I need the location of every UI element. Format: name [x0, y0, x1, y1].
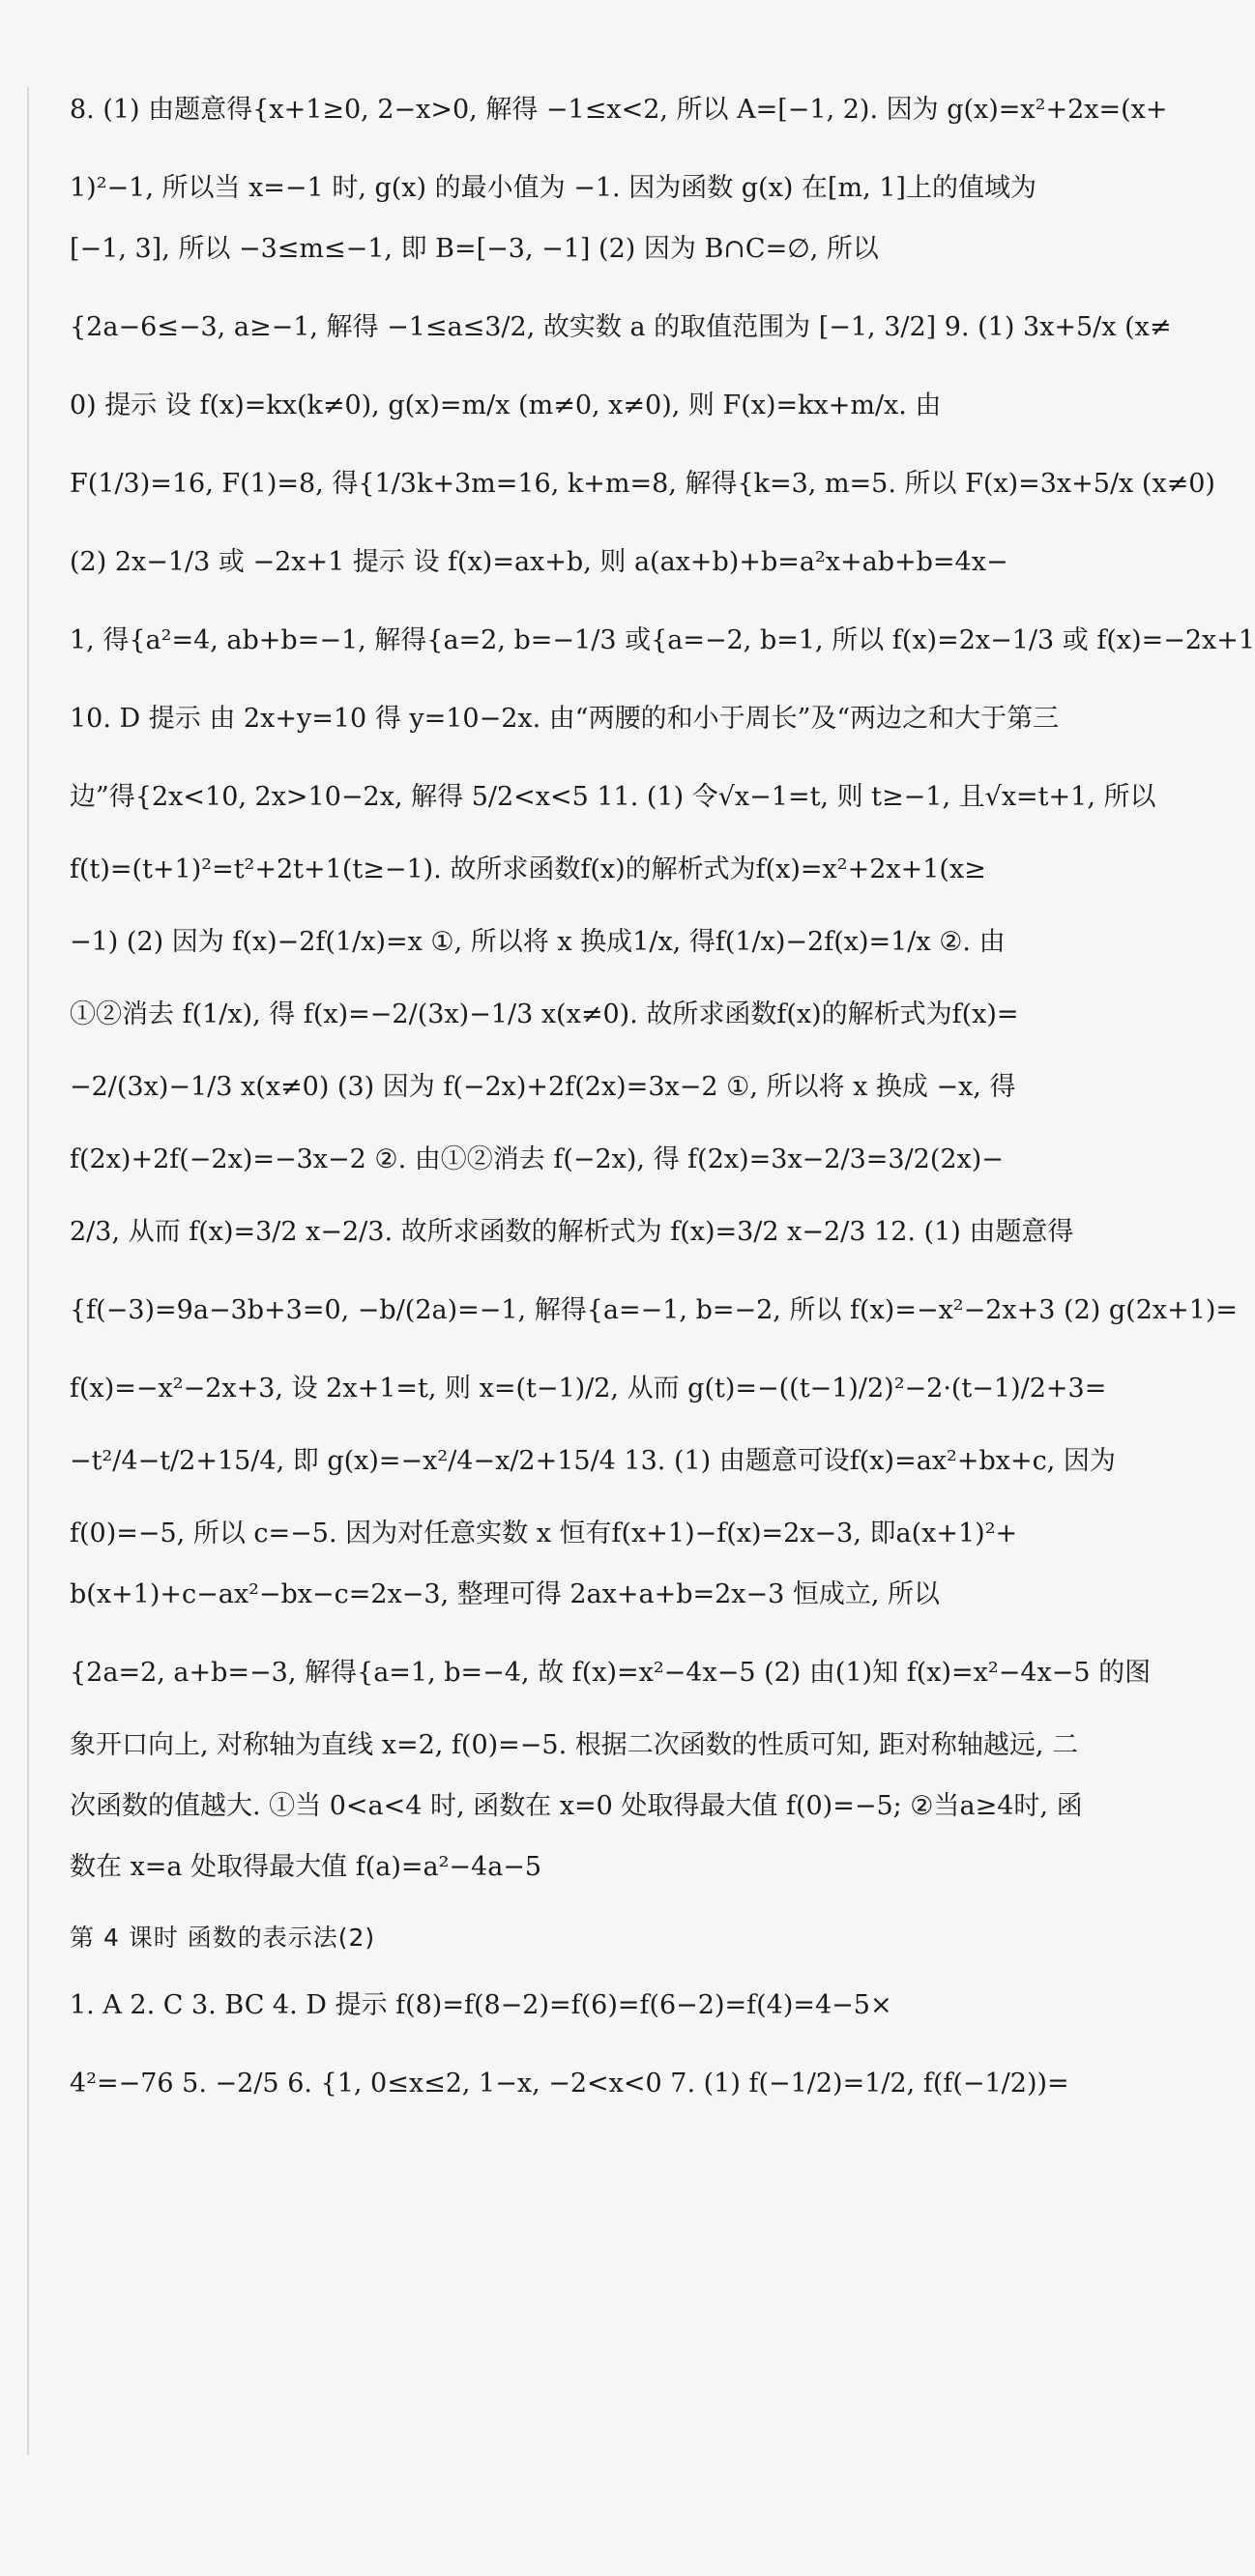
- text-line: {f(−3)=9a−3b+3=0, −b/(2a)=−1, 解得{a=−1, b=−2, 所以 f(x)=−x²−2x+3 (2) g(2x+1)=: [70, 1295, 1239, 1325]
- text-line: 边”得{2x<10, 2x>10−2x, 解得 5/2<x<5 11. (1) 令√x−1=t, 则 t≥−1, 且√x=t+1, 所以: [70, 782, 1156, 812]
- answer-line: 1. A 2. C 3. BC 4. D 提示 f(8)=f(8−2)=f(6)=f(6−2)=f(4)=4−5×: [70, 1990, 892, 2020]
- text-line: f(t)=(t+1)²=t²+2t+1(t≥−1). 故所求函数f(x)的解析式为f(x)=x²+2x+1(x≥: [70, 854, 986, 884]
- answer-line: 4²=−76 5. −2/5 6. {1, 0≤x≤2, 1−x, −2<x<0 7. (1) f(−1/2)=1/2, f(f(−1/2))=: [70, 2069, 1069, 2098]
- text-line: [−1, 3], 所以 −3≤m≤−1, 即 B=[−3, −1] (2) 因为 B∩C=∅, 所以: [70, 234, 879, 264]
- text-line: {2a−6≤−3, a≥−1, 解得 −1≤a≤3/2, 故实数 a 的取值范围为 [−1, 3/2] 9. (1) 3x+5/x (x≠: [70, 312, 1172, 342]
- text-line: f(2x)+2f(−2x)=−3x−2 ②. 由①②消去 f(−2x), 得 f(2x)=3x−2/3=3/2(2x)−: [70, 1144, 1004, 1174]
- text-line: ①②消去 f(1/x), 得 f(x)=−2/(3x)−1/3 x(x≠0). 故所求函数f(x)的解析式为f(x)=: [70, 999, 1019, 1029]
- text-line: f(x)=−x²−2x+3, 设 2x+1=t, 则 x=(t−1)/2, 从而 g(t)=−((t−1)/2)²−2·(t−1)/2+3=: [70, 1374, 1107, 1404]
- text-line: 象开口向上, 对称轴为直线 x=2, f(0)=−5. 根据二次函数的性质可知, 距对称轴越远, 二: [70, 1730, 1079, 1760]
- text-line: {2a=2, a+b=−3, 解得{a=1, b=−4, 故 f(x)=x²−4x−5 (2) 由(1)知 f(x)=x²−4x−5 的图: [70, 1658, 1152, 1688]
- text-line: 8. (1) 由题意得{x+1≥0, 2−x>0, 解得 −1≤x<2, 所以 A=[−1, 2). 因为 g(x)=x²+2x=(x+: [70, 95, 1168, 125]
- text-line: 数在 x=a 处取得最大值 f(a)=a²−4a−5: [70, 1852, 542, 1882]
- text-line: (2) 2x−1/3 或 −2x+1 提示 设 f(x)=ax+b, 则 a(ax+b)+b=a²x+ab+b=4x−: [70, 547, 1008, 577]
- text-line: f(0)=−5, 所以 c=−5. 因为对任意实数 x 恒有f(x+1)−f(x)=2x−3, 即a(x+1)²+: [70, 1519, 1018, 1548]
- text-line: b(x+1)+c−ax²−bx−c=2x−3, 整理可得 2ax+a+b=2x−3 恒成立, 所以: [70, 1579, 941, 1609]
- text-line: 1)²−1, 所以当 x=−1 时, g(x) 的最小值为 −1. 因为函数 g(x) 在[m, 1]上的值域为: [70, 173, 1036, 203]
- margin-rule: [27, 87, 29, 2455]
- text-line: F(1/3)=16, F(1)=8, 得{1/3k+3m=16, k+m=8, 解得{k=3, m=5. 所以 F(x)=3x+5/x (x≠0): [70, 469, 1215, 499]
- text-line: −1) (2) 因为 f(x)−2f(1/x)=x ①, 所以将 x 换成1/x, 得f(1/x)−2f(x)=1/x ②. 由: [70, 927, 1006, 957]
- text-line: −t²/4−t/2+15/4, 即 g(x)=−x²/4−x/2+15/4 13. (1) 由题意可设f(x)=ax²+bx+c, 因为: [70, 1446, 1116, 1476]
- text-line: 10. D 提示 由 2x+y=10 得 y=10−2x. 由“两腰的和小于周长”及“两边之和大于第三: [70, 704, 1060, 734]
- text-line: 2/3, 从而 f(x)=3/2 x−2/3. 故所求函数的解析式为 f(x)=3/2 x−2/3 12. (1) 由题意得: [70, 1217, 1074, 1247]
- text-line: 1, 得{a²=4, ab+b=−1, 解得{a=2, b=−1/3 或{a=−2, b=1, 所以 f(x)=2x−1/3 或 f(x)=−2x+1: [70, 625, 1255, 655]
- text-line: 次函数的值越大. ①当 0<a<4 时, 函数在 x=0 处取得最大值 f(0)=−5; ②当a≥4时, 函: [70, 1791, 1083, 1821]
- lesson-title: 第 4 课时 函数的表示法(2): [70, 1924, 376, 1952]
- answer-text-block: [70, 95, 1255, 2098]
- text-line: 0) 提示 设 f(x)=kx(k≠0), g(x)=m/x (m≠0, x≠0), 则 F(x)=kx+m/x. 由: [70, 391, 942, 420]
- text-line: −2/(3x)−1/3 x(x≠0) (3) 因为 f(−2x)+2f(2x)=3x−2 ①, 所以将 x 换成 −x, 得: [70, 1072, 1016, 1102]
